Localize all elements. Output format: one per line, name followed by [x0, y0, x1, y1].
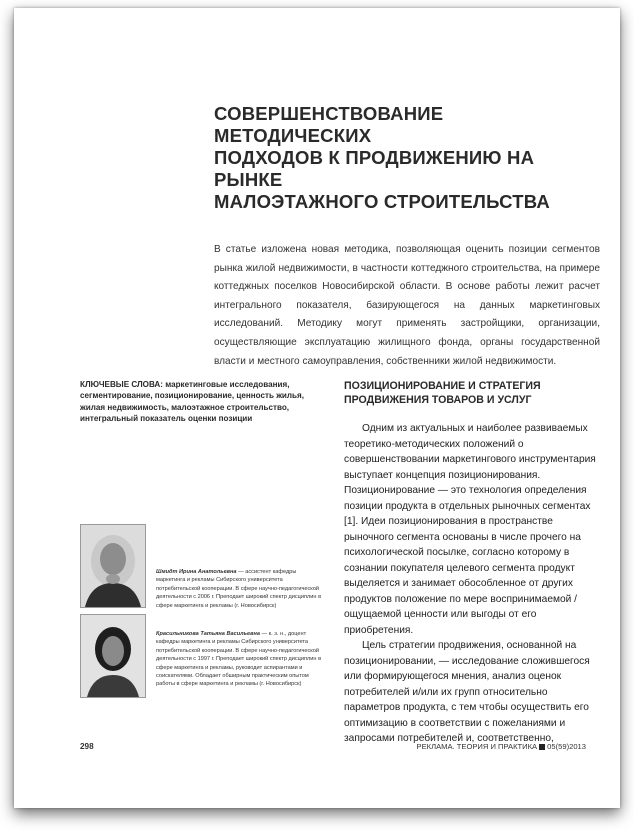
author-name: Красильникова Татьяна Васильевна [156, 631, 260, 637]
title-line: ПОДХОДОВ К ПРОДВИЖЕНИЮ НА РЫНКЕ [214, 147, 535, 190]
author-photo [80, 614, 146, 698]
body-paragraph: Цель стратегии продвижения, основанной на позиционировании, — исследование сложившегося или формирующегося мнения, анализ оценок потребителей и/или их групп относительно параметров продукта, с тем чтобы осуществить его оптимизацию в соответствии с пожеланиями и запросами потребителей и, соответственно, [344, 640, 590, 744]
article-title [214, 103, 594, 213]
author-photo [80, 524, 146, 608]
journal-issue: 05(59)2013 [547, 742, 586, 751]
journal-footer [417, 742, 586, 751]
author-bio [156, 630, 326, 689]
author-photo-image [81, 525, 145, 607]
author-name: Шмидт Ирина Анатольевна [156, 569, 237, 575]
section-heading-line: ПОЗИЦИОНИРОВАНИЕ И СТРАТЕГИЯ [344, 380, 541, 392]
keywords: КЛЮЧЕВЫЕ СЛОВА: маркетинговые исследования, сегментирование, позиционирование, ценность жилья, жилая недвижимость, малоэтажное строительство, интегральный показатель оценки позиции [80, 380, 305, 423]
author-photo-image [81, 615, 145, 697]
body-text [344, 421, 604, 747]
section-heading [344, 379, 604, 407]
title-line: МАЛОЭТАЖНОГО СТРОИТЕЛЬСТВА [214, 191, 550, 212]
body-paragraph: Одним из актуальных и наиболее развиваемых теоретико-методических положений о совершенствовании маркетингового инструментария выступает концепция позиционирования. Позиционирование — это технология определения позиции продукта в отдельных рыночных сегментах [1]. Идеи позиционирования в пространстве рыночного сегмента основаны в числе прочего на психологической посылке, согласно которому в сознании покупателя целевого сегмента продукт выделяется и занимает обособленное от других продуктов положение по мере воспринимаемой / ощущаемой ценности или выгоды от его приобретения. [344, 423, 596, 636]
section-heading-line: ПРОДВИЖЕНИЯ ТОВАРОВ И УСЛУГ [344, 394, 532, 406]
journal-page [14, 8, 620, 808]
journal-name: РЕКЛАМА. ТЕОРИЯ И ПРАКТИКА [416, 742, 538, 751]
square-separator-icon [539, 744, 545, 750]
article-abstract: В статье изложена новая методика, позволяющая оценить позиции сегментов рынка жилой недвижимости, в частности коттеджного строительства, на примере коттеджных поселков Новосибирской области. В основе работы лежит расчет интегрального показателя, базирующегося на данных маркетинговых исследований. Методику могут применять застройщики, организации, осуществляющие эксплуатацию жилищного фонда, органы государственной власти и местного самоуправления, собственники жилой недвижимости. [214, 244, 600, 367]
author-description: — к. э. н., доцент кафедры маркетинга и рекламы Сибирского университета потребительской кооперации. В сфере научно-педагогической деятельности с 1997 г. Преподает широкий спектр дисциплин в сфере маркетинга и рекламы, руководит аспирантами и соискателями. Обладает обширным практическим опытом работы в сфере маркетинга и рекламы (г. Новосибирск) [156, 631, 322, 688]
title-line: СОВЕРШЕНСТВОВАНИЕ МЕТОДИЧЕСКИХ [214, 103, 444, 146]
author-bio [156, 568, 326, 610]
author-description: — ассистент кафедры маркетинга и рекламы Сибирского университета потребительской кооперации. В сфере научно-педагогической деятельности с 2006 г. Преподает широкий спектр дисциплин в сфере маркетинга и рекламы (г. Новосибирск) [156, 569, 322, 609]
page-number: 298 [80, 742, 94, 751]
